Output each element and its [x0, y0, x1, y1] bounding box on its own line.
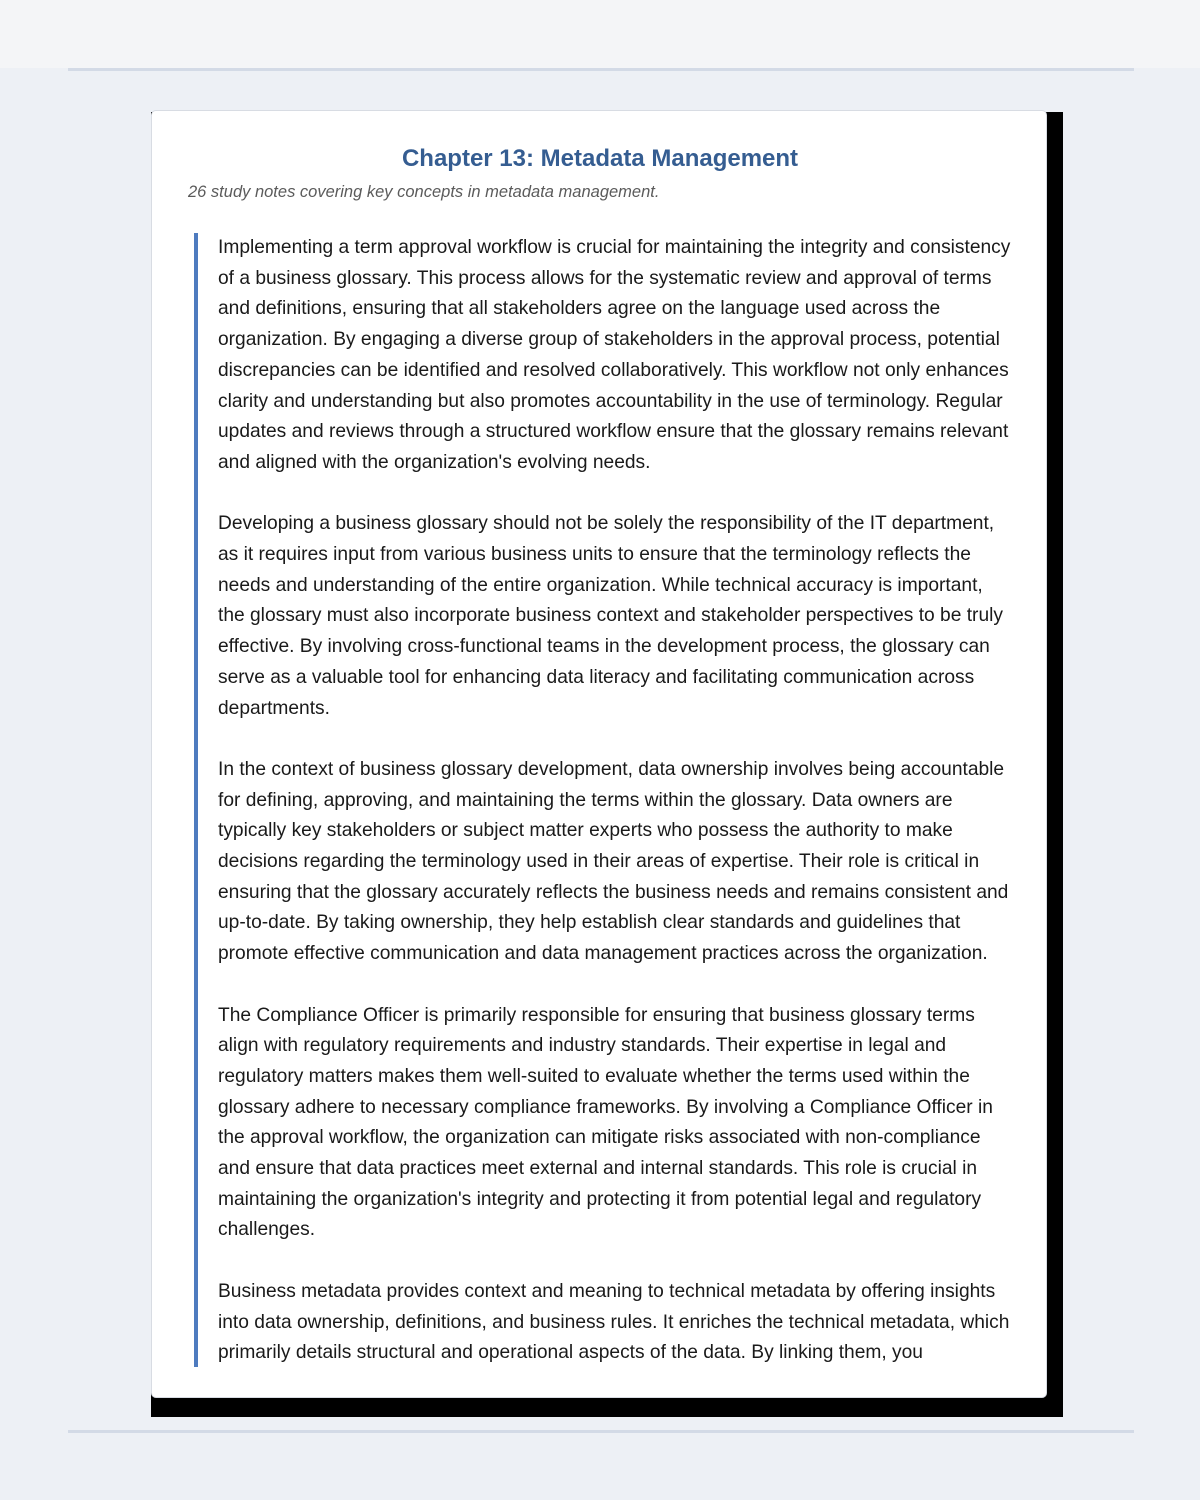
notes-block — [194, 233, 1012, 1367]
top-divider — [68, 68, 1134, 71]
top-band — [0, 0, 1200, 68]
document-page — [151, 110, 1047, 1398]
note-paragraph: Implementing a term approval workflow is crucial for maintaining the integrity and consistency of a business glossary. This process allows for the systematic review and approval of terms and definitions, ensuring that all stakeholders agree on the language used across the organization. By engaging a diverse group of stakeholders in the approval process, potential discrepancies can be identified and resolved collaboratively. This workflow not only enhances clarity and understanding but also promotes accountability in the use of terminology. Regular updates and reviews through a structured workflow ensure that the glossary remains relevant and aligned with the organization's evolving needs. — [218, 237, 1011, 473]
page-title: Chapter 13: Metadata Management — [401, 145, 799, 172]
note-paragraph: Business metadata provides context and meaning to technical metadata by offering insights into data ownership, definitions, and business rules. It enriches the technical metadata, which primarily details structural and operational aspects of the data. By linking them, you — [218, 1280, 1010, 1364]
note-paragraph: The Compliance Officer is primarily responsible for ensuring that business glossary terms align with regulatory requirements and industry standards. Their expertise in legal and regulatory matters makes them well-suited to evaluate whether the terms used within the glossary adhere to necessary compliance frameworks. By involving a Compliance Officer in the approval workflow, the organization can mitigate risks associated with non-compliance and ensure that data practices meet external and internal standards. This role is crucial in maintaining the organization's integrity and protecting it from potential legal and regulatory challenges. — [218, 1004, 993, 1241]
note-paragraph: In the context of business glossary development, data ownership involves being accountable for defining, approving, and maintaining the terms within the glossary. Data owners are typically key stakeholders or subject matter experts who possess the authority to make decisions regarding the terminology used in their areas of expertise. Their role is critical in ensuring that the glossary accurately reflects the business needs and remains consistent and up-to-date. By taking ownership, they help establish clear standards and guidelines that promote effective communication and data management practices across the organization. — [218, 758, 1009, 965]
note-paragraph: Developing a business glossary should not be solely the responsibility of the IT department, as it requires input from various business units to ensure that the terminology reflects the needs and understanding of the entire organization. While technical accuracy is important, the glossary must also incorporate business context and stakeholder perspectives to be truly effective. By involving cross-functional teams in the development process, the glossary can serve as a valuable tool for enhancing data literacy and facilitating communication across departments. — [218, 513, 1003, 719]
bottom-divider — [68, 1430, 1134, 1433]
page-subtitle: 26 study notes covering key concepts in metadata management. — [188, 183, 660, 201]
